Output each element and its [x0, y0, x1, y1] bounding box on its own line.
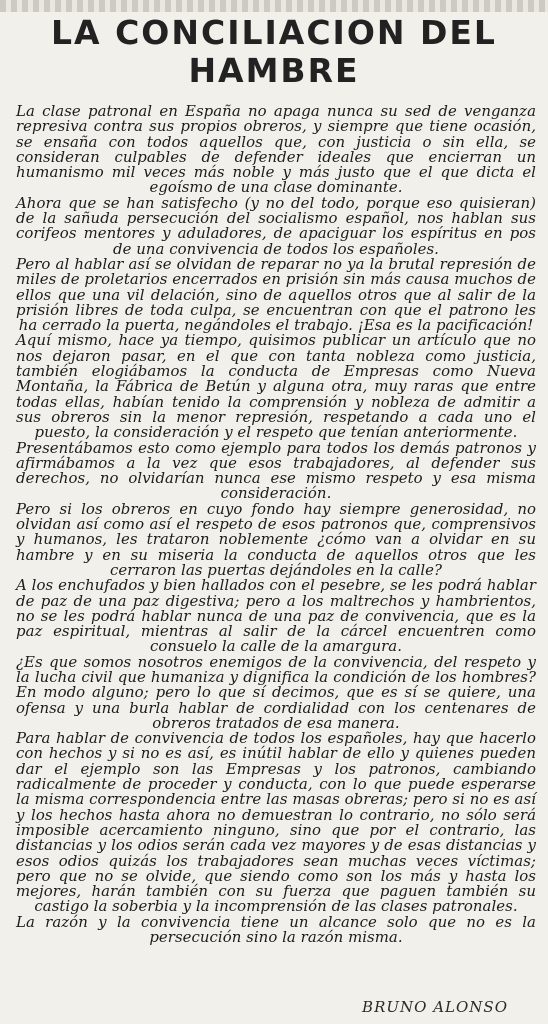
article-paragraph: La clase patronal en España no apaga nunca su sed de venganza represiva contra sus propios obreros, y siempre que tiene ocasión, se ensaña con todos aquellos que, con justicia o sin ella, se consideran culpables de defender ideales que encierran un humanismo mil veces más noble y más justo que el que dicta el egoísmo de una clase dominante. [16, 102, 536, 197]
torn-top-edge [0, 0, 548, 12]
article-paragraph: Para hablar de convivencia de todos los españoles, hay que hacerlo con hechos y si no es así, es inútil hablar de ello y quienes pueden dar el ejemplo son las Empresas y los patronos, cambiando radicalmente de proceder y conducta, con lo que puede esperarse la misma correspondencia entre las masas obreras; pero si no es así y los hechos hasta ahora no demuestran lo contrario, no sólo será imposible acercamiento ninguno, sino que por el contrario, las distancias y los odios serán cada vez mayores y de esas distancias y esos odios quizás los trabajadores sean muchas veces víctimas; pero que no se olvide, que siendo como son los más y hasta los mejores, harán también con su fuerza que paguen también su castigo la soberbia y la incomprensión de las clases patronales. [16, 729, 536, 916]
article-paragraph: Pero al hablar así se olvidan de reparar no ya la brutal represión de miles de proletarios encerrados en prisión sin más causa muchos de ellos que una vil delación, sino de aquellos otros que al salir de la prisión libres de toda culpa, se encuentran con que el patrono les ha cerrado la puerta, negándoles el trabajo. ¡Esa es la pacificación! [16, 254, 536, 335]
article-body [16, 104, 536, 984]
article-paragraph: ¿Es que somos nosotros enemigos de la convivencia, del respeto y la lucha civil que humaniza y dignifica la condición de los hombres? En modo alguno; pero lo que sí decimos, que es sí se quiere, una ofensa y una burla hablar de cordialidad con los centenares de obreros tratados de esa manera. [16, 652, 536, 732]
article-paragraph: Presentábamos esto como ejemplo para todos los demás patronos y afirmábamos a la vez que esos trabajadores, al defender sus derechos, no olvidarían nunca ese mismo respeto y esa misma consideración. [16, 438, 536, 503]
author-signature: BRUNO ALONSO [362, 998, 508, 1016]
article-title: LA CONCILIACION DEL HAMBRE [51, 13, 497, 90]
article-paragraph: La razón y la convivencia tiene un alcance solo que no es la persecución sino la razón misma. [16, 912, 536, 947]
article-paragraph: Aquí mismo, hace ya tiempo, quisimos publicar un artículo que no nos dejaron pasar, en el que con tanta nobleza como justicia, también elogiábamos la conducta de Empresas como Nueva Montaña, la Fábrica de Betún y alguna otra, muy raras que entre todas ellas, habían tenido la comprensión y nobleza de admitir a sus obreros sin la menor represión, respetando a cada uno el puesto, la consideración y el respeto que tenían anteriormente. [16, 331, 536, 442]
article-paragraph: A los enchufados y bien hallados con el pesebre, se les podrá hablar de paz de una paz digestiva; pero a los maltrechos y hambrientos, no se les podrá hablar nunca de una paz de convivencia, que es la paz espiritual, mientras al salir de la cárcel encuentren como consuelo la calle de la amargura. [16, 576, 536, 656]
article-paragraph: Ahora que se han satisfecho (y no del todo, porque eso quisieran) de la sañuda persecución del socialismo español, nos hablan sus corifeos mentores y aduladores, de apaciguar los espíritus en pos de una convivencia de todos los españoles. [16, 193, 536, 258]
article-paragraph: Pero si los obreros en cuyo fondo hay siempre generosidad, no olvidan así como así el respeto de esos patronos que, comprensivos y humanos, les trataron noblemente ¿cómo van a olvidar en su hambre y en su miseria la conducta de aquellos otros que les cerraron las puertas dejándoles en la calle? [16, 499, 536, 579]
